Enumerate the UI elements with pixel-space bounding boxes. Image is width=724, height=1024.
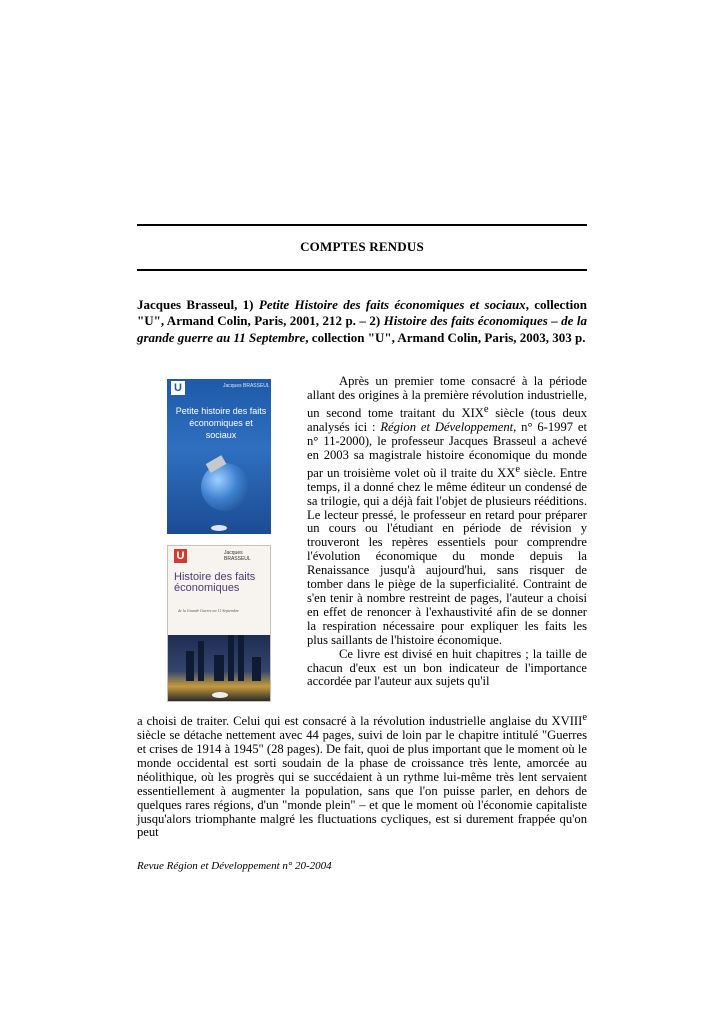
bottom-rule bbox=[137, 269, 587, 271]
book-cover-2 bbox=[167, 545, 271, 702]
citation-title-2: Histoire des faits économiques – de la grande guerre au 11 Septembre bbox=[137, 313, 587, 345]
publisher-logo: U bbox=[174, 549, 187, 563]
cover-title: Histoire des faits économiques bbox=[174, 571, 256, 594]
publisher-emblem bbox=[211, 525, 227, 531]
citation-author: Jacques Brasseul, 1) bbox=[137, 297, 259, 312]
publisher-emblem bbox=[212, 692, 228, 698]
citation-details-2: , collection "U", Armand Colin, Paris, 2003, 303 p. bbox=[305, 329, 586, 345]
journal-footer: Revue Région et Développement n° 20-2004 bbox=[137, 860, 332, 872]
citation-title-1: Petite Histoire des faits économiques et sociaux bbox=[258, 297, 526, 312]
cover-subtitle: de la Grande Guerre au 11 Septembre bbox=[178, 608, 239, 613]
cover-author: Jacques BRASSEUL bbox=[223, 383, 270, 389]
top-rule bbox=[137, 224, 587, 226]
book-citation bbox=[137, 297, 587, 346]
paragraph-2-start: Ce livre est divisé en huit chapitres ; la taille de chacun d'eux est un bon indicateur de l'importance accordée par l'auteur aux sujets qu'il bbox=[307, 646, 587, 689]
paragraph-1: Après un premier tome consacré à la période allant des origines à la première révolution industrielle, un second tome traitant du XIXe siècle (tous deux analysés ici : Région et Développement, n° 6-1997 et n° 11-2000), le professeur Jacques Brasseul a achevé en 2003 sa magistrale histoire économique du monde par un troisième volet où il traite du XXe siècle. Entre temps, il a donné chez le même éditeur un condensé de sa trilogie, qui a déjà fait l'objet de plusieurs rééditions. Le lecteur pressé, le professeur en retard pour préparer un cours ou l'étudiant en période de révision y trouveront les repères essentiels pour comprendre l'évolution économique du monde depuis la Renaissance jusqu'à aujourd'hui, sans risquer de tomber dans le piège de la superficialité. Contraint de s'en tenir à nombre restreint de pages, l'auteur a choisi en effet de renoncer à l'exhaustivité afin de se donner la respiration nécessaire pour expliquer les faits les plus saillants de l'histoire économique. bbox=[307, 374, 588, 647]
cover-title: Petite histoire des faits économiques et sociaux bbox=[175, 406, 267, 440]
citation-details-1: , collection "U", Armand Colin, Paris, 2001, 212 p. – 2) bbox=[137, 297, 587, 329]
cover-author: Jacques BRASSEUL bbox=[224, 550, 251, 562]
review-text-wrapped bbox=[307, 375, 587, 689]
publisher-logo: U bbox=[171, 381, 185, 395]
section-title: COMPTES RENDUS bbox=[300, 239, 424, 254]
paragraph-2-continued: a choisi de traiter. Celui qui est consacré à la révolution industrielle anglaise du XVIIIe siècle se détache nettement avec 44 pages, suivi de loin par le chapitre intitulé "Guerres et crises de 1914 à 1945" (28 pages). De fait, quoi de plus important que le moment où le monde occidental est sorti soudain de la phase de croissance très lente, amorcée au néolithique, où les progrès qui se succédaient à un rythme lui-même très lent servaient essentiellement à augmenter la population, sans que l'on puisse parler, en dehors de quelques rares régions, d'un "monde plein" – et que le moment où l'économie capitaliste jusqu'alors triomphante malgré les fluctuations cycliques, est si durement frappée qu'on peut bbox=[137, 712, 587, 840]
book-cover-1 bbox=[167, 379, 271, 534]
